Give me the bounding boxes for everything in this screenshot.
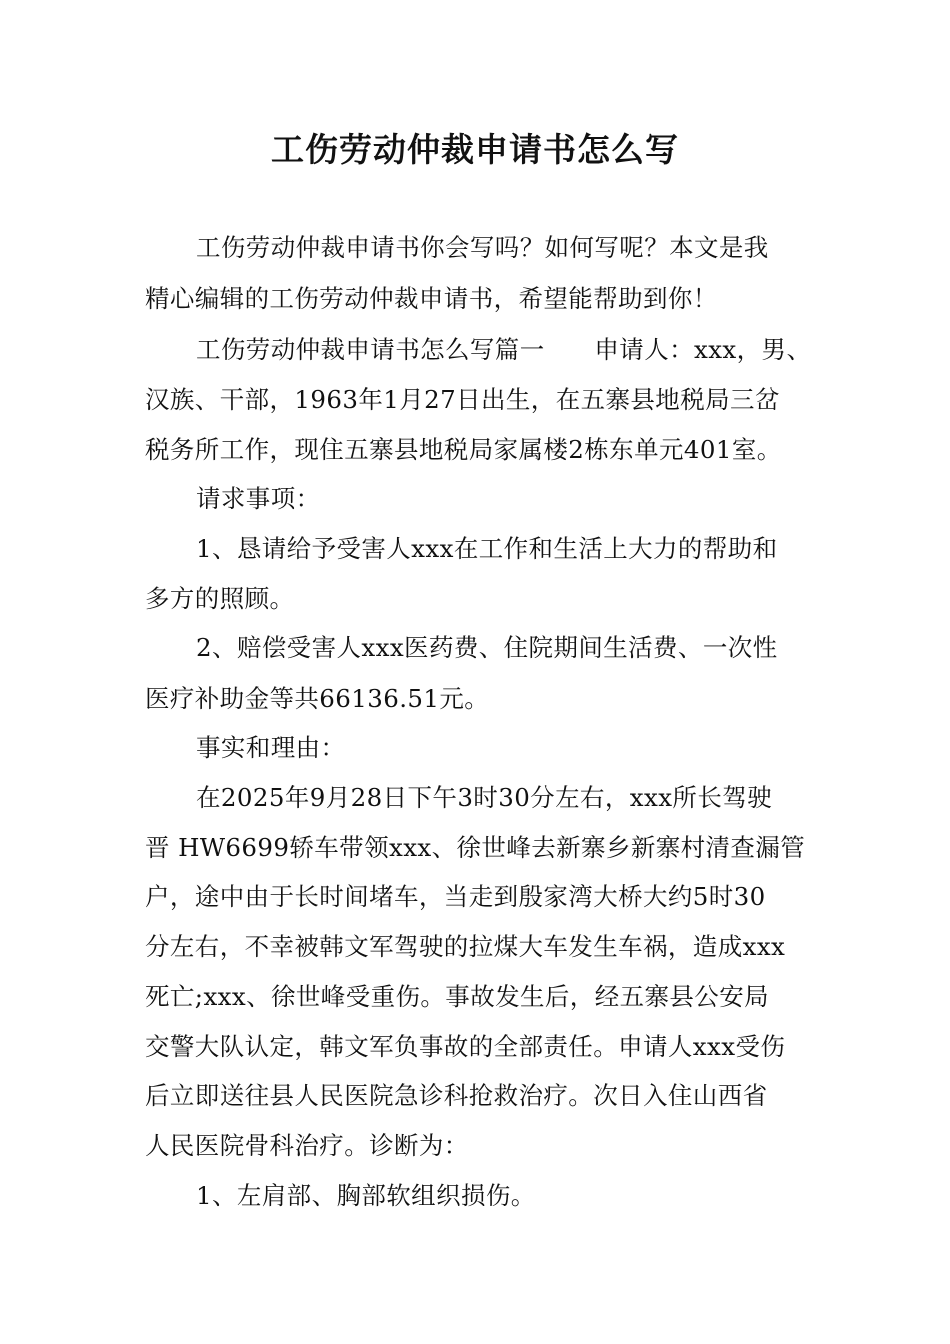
paragraph-line: 1、恳请给予受害人xxx在工作和生活上大力的帮助和 xyxy=(196,534,778,563)
paragraph-line: 多方的照顾。 xyxy=(145,584,295,613)
paragraph-line: 工伤劳动仲裁申请书你会写吗？如何写呢？本文是我 xyxy=(196,233,769,262)
paragraph-line: 精心编辑的工伤劳动仲裁申请书，希望能帮助到你！ xyxy=(145,284,718,313)
paragraph-line: 1、左肩部、胸部软组织损伤。 xyxy=(196,1181,536,1210)
paragraph-line: 分左右，不幸被韩文军驾驶的拉煤大车发生车祸，造成xxx xyxy=(145,932,786,961)
paragraph-line: 在2025年9月28日下午3时30分左右，xxx所长驾驶 xyxy=(196,783,773,812)
paragraph-line: 户，途中由于长时间堵车，当走到殷家湾大桥大约5时30 xyxy=(145,882,766,911)
paragraph-line: 医疗补助金等共66136.51元。 xyxy=(145,684,490,713)
paragraph-line: 税务所工作，现住五寨县地税局家属楼2栋东单元401室。 xyxy=(145,435,782,464)
paragraph-line: 人民医院骨科治疗。诊断为： xyxy=(145,1131,469,1160)
paragraph-line: 工伤劳动仲裁申请书怎么写篇一 申请人：xxx，男、 xyxy=(196,335,812,364)
paragraph-line: 晋 HW6699轿车带领xxx、徐世峰去新寨乡新寨村清查漏管 xyxy=(145,833,806,862)
paragraph-line: 死亡;xxx、徐世峰受重伤。事故发生后，经五寨县公安局 xyxy=(145,982,770,1011)
paragraph-line: 交警大队认定，韩文军负事故的全部责任。申请人xxx受伤 xyxy=(145,1032,786,1061)
section-heading: 请求事项： xyxy=(196,484,321,513)
paragraph-line: 后立即送往县人民医院急诊科抢救治疗。次日入住山西省 xyxy=(145,1081,768,1110)
paragraph-line: 2、赔偿受害人xxx医药费、住院期间生活费、一次性 xyxy=(196,633,778,662)
section-heading: 事实和理由： xyxy=(196,733,346,762)
paragraph-line: 汉族、干部，1963年1月27日出生，在五寨县地税局三岔 xyxy=(145,385,780,414)
document-title: 工伤劳动仲裁申请书怎么写 xyxy=(271,130,679,169)
